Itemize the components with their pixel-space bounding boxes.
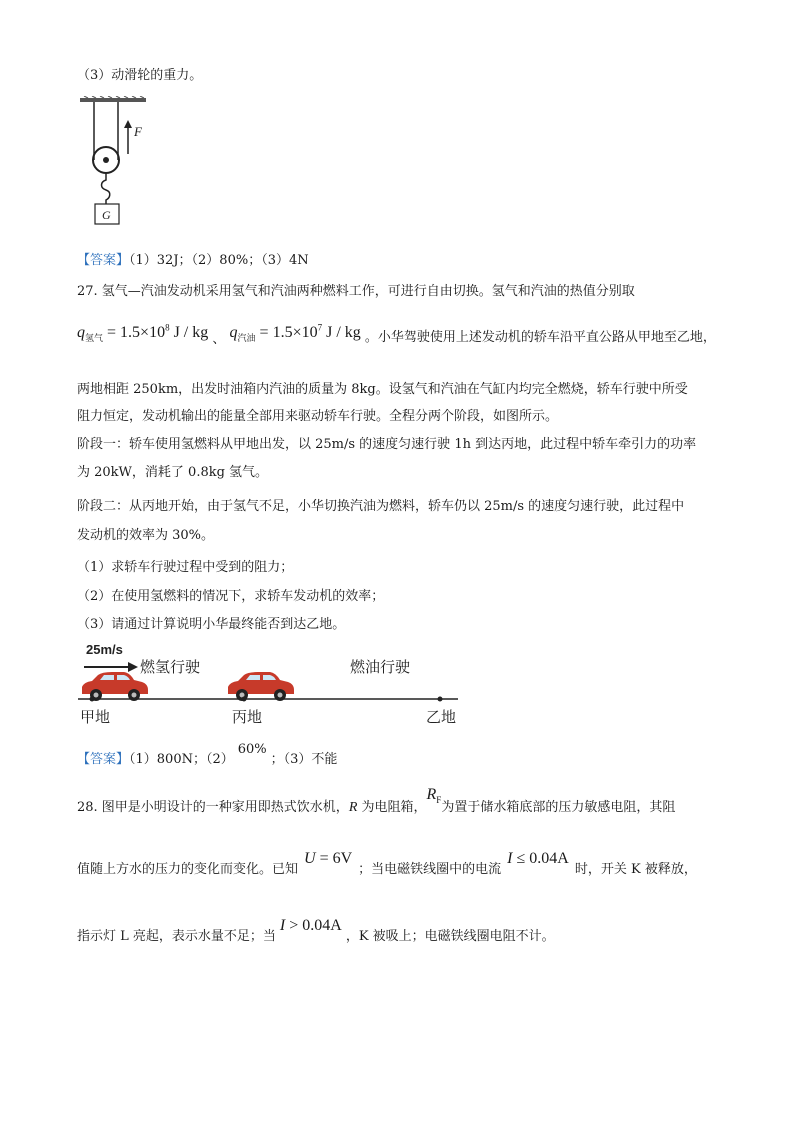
answer-tag: 【答案】 bbox=[77, 752, 130, 767]
arrow-icon bbox=[128, 662, 138, 672]
symbol-RF: $R_F$ bbox=[426, 786, 442, 806]
q28-line3-b: ，K 被吸上；电磁铁线圈电阻不计。 bbox=[345, 929, 555, 944]
q27-answer bbox=[77, 742, 338, 767]
answer-text: （1）32J；（2）80%；（3）4N bbox=[129, 253, 309, 268]
formula-separator: 、 bbox=[212, 332, 226, 347]
formula-q-gasoline: $q_{汽油} = 1.5\times 10^7$ J / kg bbox=[229, 322, 361, 345]
force-label: F bbox=[134, 124, 142, 139]
q27-line1: 27. 氢气—汽油发动机采用氢气和汽油两种燃料工作，可进行自由切换。氢气和汽油的热值分别取 bbox=[77, 284, 635, 299]
formula-I-le: I ≤ 0.04A bbox=[507, 850, 569, 867]
q27-line2-tail: 。小华驾驶使用上述发动机的轿车沿平直公路从甲地至乙地， bbox=[364, 330, 716, 345]
answer-text-c: ；（3）不能 bbox=[270, 752, 338, 767]
q27-line3: 两地相距 250km，出发时油箱内汽油的质量为 8kg。设氢气和汽油在气缸内均完全燃烧，轿车行驶中所受 bbox=[77, 382, 688, 397]
pulley-figure bbox=[80, 96, 160, 228]
q27-line4: 阻力恒定，发动机输出的能量全部用来驱动轿车行驶。全程分两个阶段，如图所示。 bbox=[77, 409, 559, 424]
q27-line5: 阶段一：轿车使用氢燃料从甲地出发，以 25m/s 的速度匀速行驶 1h 到达丙地，此过程中轿车牵引力的功率 bbox=[77, 437, 697, 452]
q27-sub1: （1）求轿车行驶过程中受到的阻力； bbox=[77, 560, 294, 575]
q28-line1-a: 28. 图甲是小明设计的一种家用即热式饮水机， bbox=[77, 800, 349, 815]
place-a-label: 甲地 bbox=[80, 708, 111, 726]
q28-line2-a: 值随上方水的压力的变化而变化。已知 bbox=[77, 862, 299, 877]
place-b-label: 丙地 bbox=[232, 708, 263, 726]
weight-label: G bbox=[102, 208, 111, 222]
road-figure bbox=[78, 640, 468, 730]
stage2-label: 燃油行驶 bbox=[350, 658, 411, 676]
answer-tag: 【答案】 bbox=[77, 253, 130, 268]
q27-line8: 发动机的效率为 30%。 bbox=[77, 528, 215, 543]
q28-line2-c: 时，开关 K 被释放， bbox=[574, 862, 697, 877]
q27-sub2: （2）在使用氢燃料的情况下，求轿车发动机的效率； bbox=[77, 589, 385, 604]
formula-q-hydrogen: $q_{氢气} = 1.5\times 10^8$ J / kg bbox=[77, 322, 209, 345]
stage1-label: 燃氢行驶 bbox=[140, 658, 201, 676]
q27-sub3: （3）请通过计算说明小华最终能否到达乙地。 bbox=[77, 617, 346, 632]
formula-I-gt: I > 0.04A bbox=[279, 917, 342, 934]
q28-line1-b: 为电阻箱， bbox=[357, 800, 427, 815]
q26-sub3: （3）动滑轮的重力。 bbox=[77, 68, 203, 83]
answer-text-b: 60% bbox=[237, 742, 267, 757]
q28-line2-b: ；当电磁铁线圈中的电流 bbox=[358, 862, 502, 877]
place-c-label: 乙地 bbox=[426, 708, 457, 726]
answer-text-a: （1）800N；（2） bbox=[129, 752, 234, 767]
q28-line2 bbox=[77, 850, 697, 878]
car-icon-2 bbox=[228, 672, 294, 701]
q27-formula-line bbox=[77, 322, 716, 347]
q27-line6: 为 20kW，消耗了 0.8kg 氢气。 bbox=[77, 465, 269, 480]
q28-line1 bbox=[77, 786, 676, 817]
q28-line1-c: 为置于储水箱底部的压力敏感电阻，其阻 bbox=[441, 800, 676, 815]
symbol-R: R bbox=[348, 800, 358, 815]
speed-label: 25m/s bbox=[86, 642, 123, 657]
q26-answer bbox=[77, 249, 309, 268]
q27-line7: 阶段二：从丙地开始，由于氢气不足，小华切换汽油为燃料，轿车仍以 25m/s 的速度匀速行驶，此过程中 bbox=[77, 499, 685, 514]
q28-line3 bbox=[77, 917, 555, 945]
q28-line3-a: 指示灯 L 亮起，表示水量不足；当 bbox=[77, 929, 276, 944]
formula-U: U = 6V bbox=[304, 850, 353, 867]
